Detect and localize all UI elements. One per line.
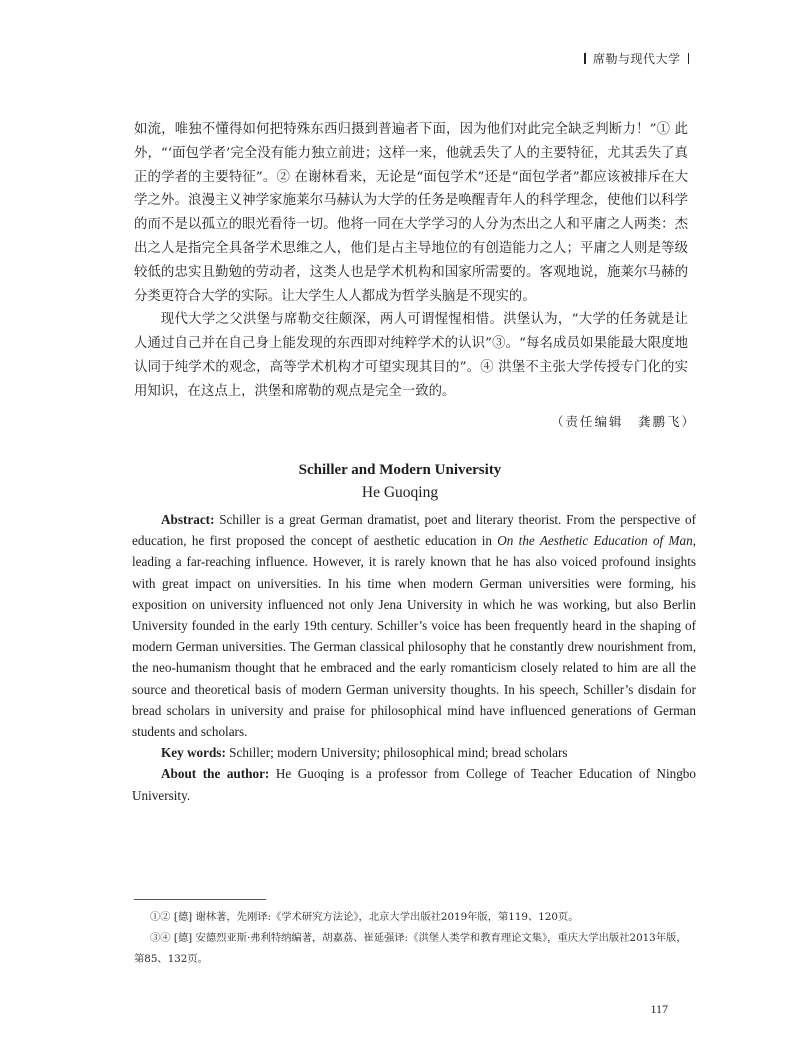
- header-title: 席勒与现代大学: [592, 52, 681, 66]
- abstract-book-title: On the Aesthetic Education of Man: [497, 533, 693, 549]
- header-bar-left: [584, 53, 586, 64]
- footnote-2: ③④ [德] 安德烈亚斯·弗利特纳编著，胡嘉荔、崔延强译:《洪堡人类学和教育理论文集》，重庆大学出版社2013年版，第85、132页。: [134, 932, 687, 965]
- header-bar-right: [688, 53, 690, 64]
- footnote-1: ①② [德] 谢林著，先刚译:《学术研究方法论》，北京大学出版社2019年版，第119、120页。: [150, 911, 579, 923]
- about-author-label: About the author:: [161, 766, 270, 782]
- abstract-text-1: Schiller is a great German dramatist, poet and literary theorist. From the perspective of education, he first proposed the concept of aesthetic education in: [132, 512, 696, 549]
- body-paragraph-2: 现代大学之父洪堡与席勒交往颇深，两人可谓惺惺相惜。洪堡认为，“大学的任务就是让人通过自己并在自己身上能发现的东西即对纯粹学术的认识”③。“每名成员如果能最大限度地认同于纯学术的观念，高等学术机构才可望实现其目的”。④ 洪堡不主张大学传授专门化的实用知识，在这点上，洪堡和席勒的观点是完全一致的。: [134, 312, 688, 399]
- body-paragraph-1: 如流，唯独不懂得如何把特殊东西归摄到普遍者下面，因为他们对此完全缺乏判断力！”① 此外，“‘面包学者’完全没有能力独立前进；这样一来，他就丢失了人的主要特征，尤其丢失了真正的学者的主要特征”。② 在谢林看来，无论是“面包学术”还是“面包学者”都应该被排斥在大学之外。浪漫主义神学家施莱尔马赫认为大学的任务是唤醒青年人的科学理念，使他们以科学的而不是以孤立的眼光看待一切。他将一同在大学学习的人分为杰出之人和平庸之人两类：杰出之人是指完全具备学术思维之人，他们是占主导地位的有创造能力之人；平庸之人则是等级较低的忠实且勤勉的劳动者，这类人也是学术机构和国家所需要的。客观地说，施莱尔马赫的分类更符合大学的实际。让大学生人人都成为哲学头脑是不现实的。: [134, 122, 688, 304]
- keywords-paragraph: [132, 742, 696, 763]
- abstract-text-2: , leading a far-reaching influence. However, it is rarely known that he has also voiced profound insights with great impact on universities. In his time when modern German universities were forming, his exposition on university influenced not only Jena University in which he was working, but also Berlin University founded in the early 19th century. Schiller’s voice has been frequently heard in the shaping of modern German universities. The German classical philosophy that he constantly drew nourishment from, the neo-humanism thought that he embraced and the early romanticism closely related to him are all the source and theoretical basis of modern German university thoughts. In his speech, Schiller’s disdain for bread scholars in university and praise for philosophical mind have influenced generations of German students and scholars.: [132, 533, 696, 740]
- about-author-paragraph: [132, 763, 696, 805]
- keywords-label: Key words:: [161, 745, 226, 761]
- footnotes: [134, 907, 688, 970]
- chinese-body-text: [134, 118, 688, 404]
- responsible-editor: （责任编辑 龚鹏飞）: [550, 414, 696, 429]
- abstract-paragraph: [132, 509, 696, 742]
- page-number: 117: [650, 1002, 668, 1016]
- about-author-text: He Guoqing is a professor from College of Teacher Education of Ningbo University.: [132, 766, 696, 803]
- english-title: Schiller and Modern University: [298, 462, 502, 478]
- running-header: [577, 50, 696, 67]
- footnote-divider: [134, 899, 266, 900]
- english-abstract-block: [132, 509, 696, 806]
- keywords-text: Schiller; modern University; philosophical mind; bread scholars: [225, 745, 568, 761]
- abstract-label: Abstract:: [161, 512, 215, 527]
- english-author: He Guoqing: [361, 484, 439, 501]
